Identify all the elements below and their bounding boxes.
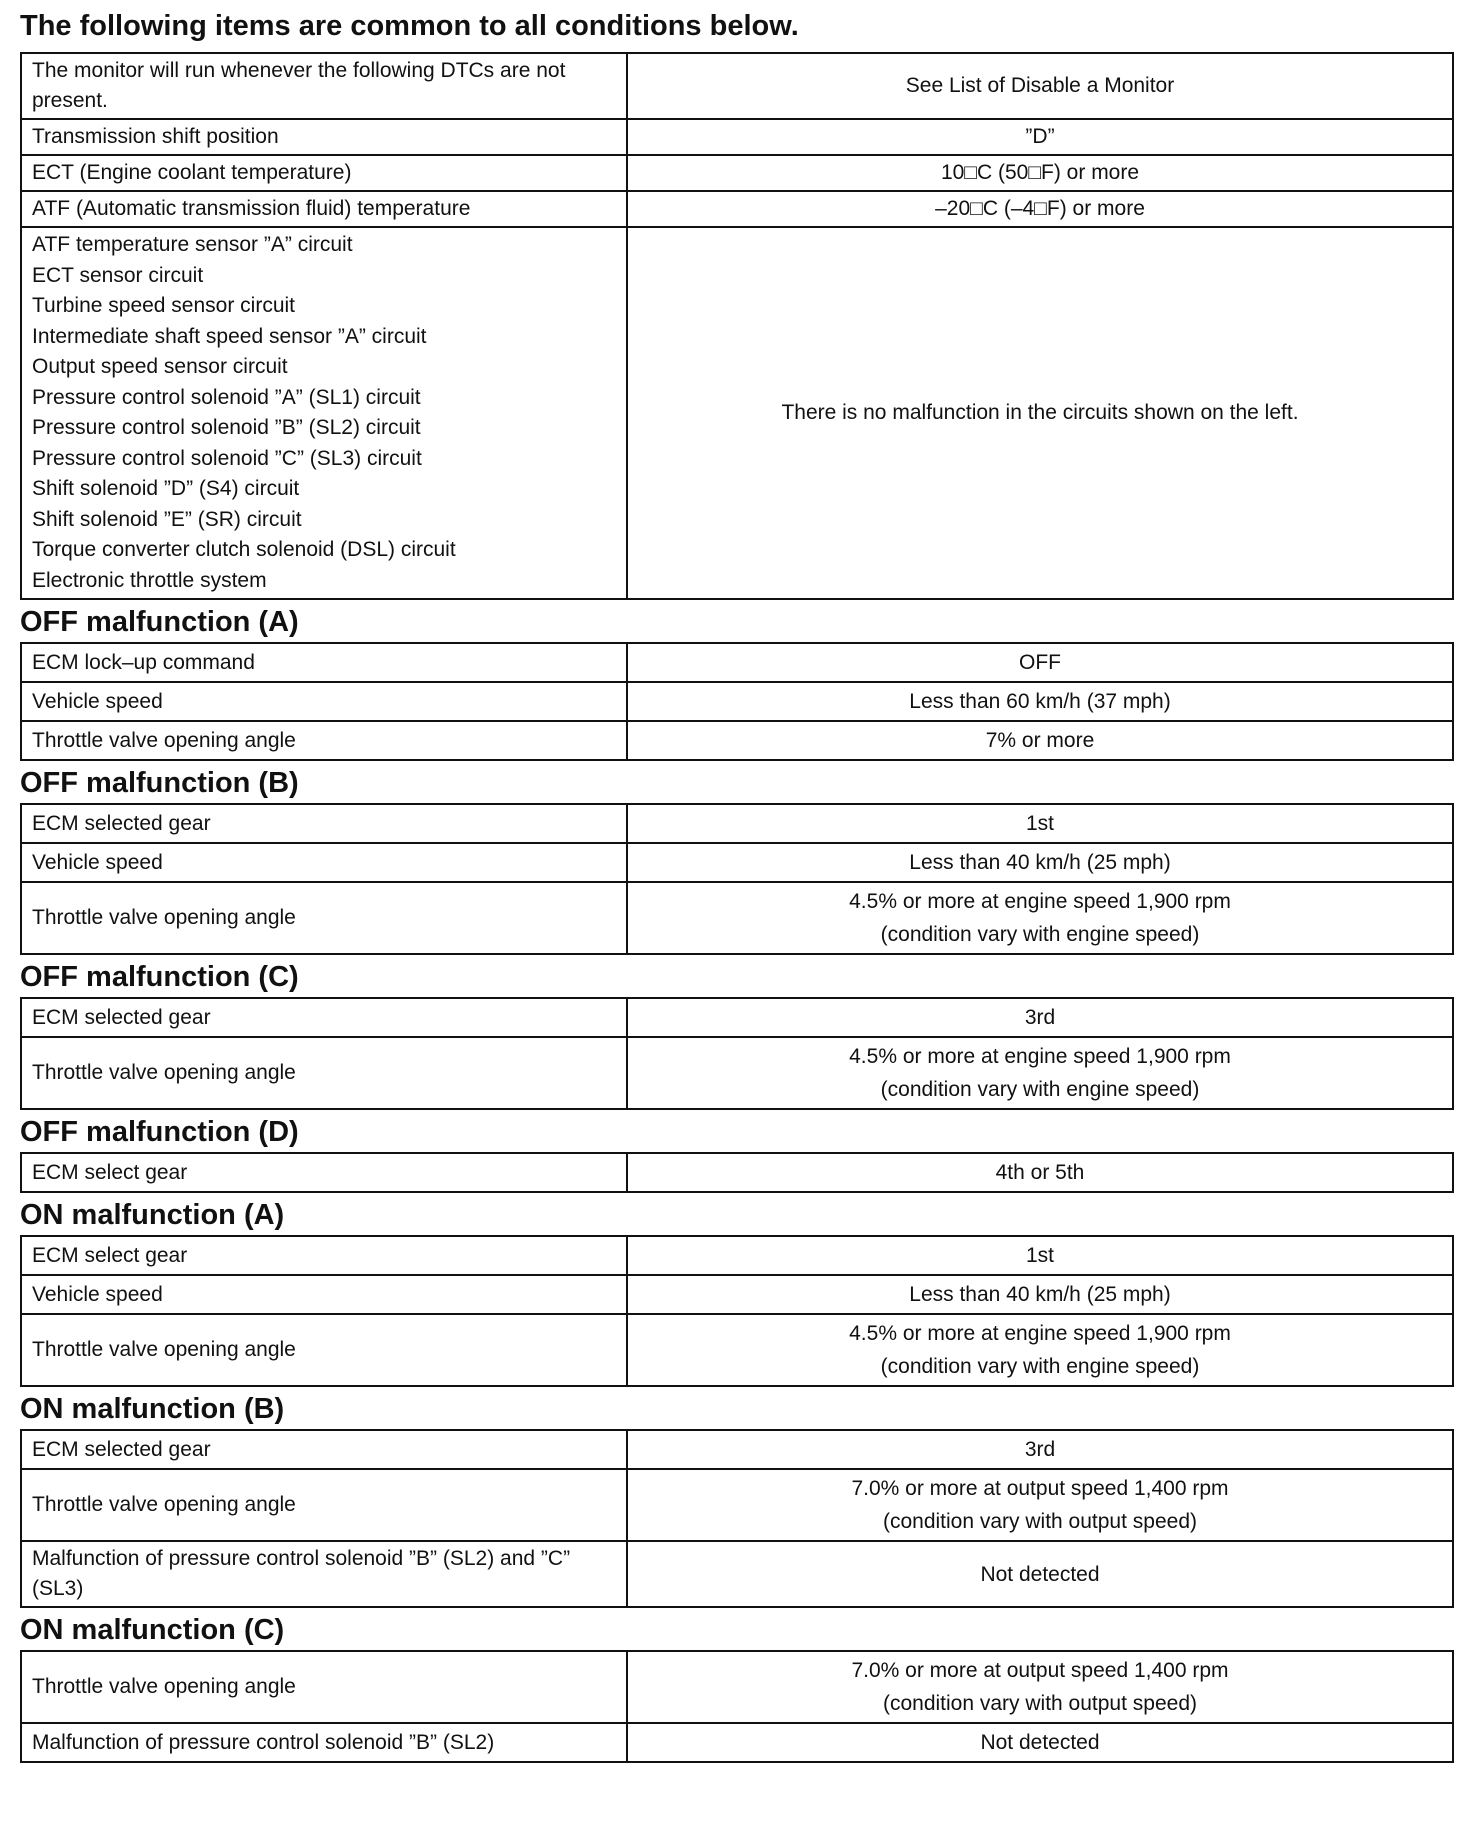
value-line: 1st	[1025, 1244, 1054, 1267]
condition-value	[627, 843, 1453, 882]
condition-value	[627, 998, 1453, 1037]
condition-value	[627, 1469, 1453, 1541]
condition-label: Transmission shift position	[21, 119, 627, 155]
section-heading: OFF malfunction (A)	[20, 606, 299, 638]
value-line: 4th or 5th	[995, 1161, 1085, 1184]
off-malfunction-c-table	[20, 997, 1454, 1110]
value-line: (condition vary with engine speed)	[880, 1078, 1200, 1101]
condition-label: Throttle valve opening angle	[21, 1037, 627, 1109]
condition-value: –20□C (–4□F) or more	[627, 191, 1453, 227]
value-line: (condition vary with output speed)	[882, 1692, 1197, 1715]
condition-value	[627, 1314, 1453, 1386]
section-heading: ON malfunction (C)	[20, 1614, 285, 1646]
list-item: ATF temperature sensor ”A” circuit	[32, 233, 353, 256]
list-item: Output speed sensor circuit	[32, 355, 288, 378]
condition-label: Malfunction of pressure control solenoid ”B” (SL2)	[21, 1723, 627, 1762]
condition-label: ATF (Automatic transmission fluid) temperature	[21, 191, 627, 227]
list-item: Shift solenoid ”D” (S4) circuit	[32, 477, 300, 500]
table-row	[21, 882, 1453, 954]
value-line: 7.0% or more at output speed 1,400 rpm	[851, 1659, 1229, 1682]
list-item: Intermediate shaft speed sensor ”A” circuit	[32, 324, 427, 348]
table-row	[21, 1541, 1453, 1607]
table-row	[21, 1037, 1453, 1109]
value-line: Less than 60 km/h (37 mph)	[909, 690, 1171, 713]
condition-value	[627, 1037, 1453, 1109]
condition-value	[627, 1153, 1453, 1192]
condition-value	[627, 1651, 1453, 1723]
condition-value	[627, 1541, 1453, 1607]
value-line: 4.5% or more at engine speed 1,900 rpm	[849, 1322, 1231, 1345]
list-item: Torque converter clutch solenoid (DSL) circuit	[32, 538, 456, 561]
circuit-status-value: There is no malfunction in the circuits shown on the left.	[627, 227, 1453, 599]
value-line: Less than 40 km/h (25 mph)	[909, 851, 1171, 874]
table-row	[21, 1430, 1453, 1469]
table-row	[21, 227, 1453, 599]
condition-value: ”D”	[627, 119, 1453, 155]
table-row	[21, 721, 1453, 760]
value-line: 4.5% or more at engine speed 1,900 rpm	[849, 890, 1231, 913]
table-row	[21, 1469, 1453, 1541]
condition-label: ECM select gear	[21, 1153, 627, 1192]
on-malfunction-a-table	[20, 1235, 1454, 1387]
value-line: (condition vary with engine speed)	[880, 1355, 1200, 1378]
table-row	[21, 1236, 1453, 1275]
condition-label: Malfunction of pressure control solenoid ”B” (SL2) and ”C” (SL3)	[21, 1541, 627, 1607]
table-row	[21, 1723, 1453, 1762]
section-heading: ON malfunction (B)	[20, 1393, 285, 1425]
condition-value	[627, 1430, 1453, 1469]
table-row	[21, 804, 1453, 843]
value-line: 7.0% or more at output speed 1,400 rpm	[851, 1477, 1229, 1500]
section-heading: OFF malfunction (C)	[20, 961, 299, 993]
condition-label: ECM selected gear	[21, 998, 627, 1037]
table-row	[21, 1651, 1453, 1723]
table-row	[21, 998, 1453, 1037]
section-heading: OFF malfunction (D)	[20, 1116, 299, 1148]
value-line: OFF	[1019, 651, 1061, 674]
table-row	[21, 843, 1453, 882]
condition-label: The monitor will run whenever the following DTCs are not present.	[21, 53, 627, 119]
condition-label: Throttle valve opening angle	[21, 1314, 627, 1386]
condition-value: 10□C (50□F) or more	[627, 155, 1453, 191]
value-line: 7% or more	[985, 729, 1095, 752]
list-item: Pressure control solenoid ”C” (SL3) circuit	[32, 446, 422, 470]
list-item: Electronic throttle system	[32, 568, 267, 592]
table-row	[21, 53, 1453, 119]
off-malfunction-d-table	[20, 1152, 1454, 1193]
on-malfunction-b-table	[20, 1429, 1454, 1608]
table-row	[21, 119, 1453, 155]
list-item: Turbine speed sensor circuit	[32, 294, 296, 317]
condition-value	[627, 1236, 1453, 1275]
value-line: (condition vary with output speed)	[882, 1510, 1197, 1533]
condition-label: Throttle valve opening angle	[21, 1651, 627, 1723]
value-line: Less than 40 km/h (25 mph)	[909, 1283, 1171, 1306]
value-line: (condition vary with engine speed)	[880, 923, 1200, 946]
condition-label: ECM selected gear	[21, 804, 627, 843]
condition-value	[627, 882, 1453, 954]
condition-label: Throttle valve opening angle	[21, 882, 627, 954]
value-line: 3rd	[1024, 1006, 1056, 1029]
on-malfunction-c-table	[20, 1650, 1454, 1763]
value-line: 1st	[1025, 812, 1054, 835]
list-item: Pressure control solenoid ”A” (SL1) circuit	[32, 385, 421, 409]
list-item: Pressure control solenoid ”B” (SL2) circuit	[32, 416, 421, 439]
condition-value	[627, 1723, 1453, 1762]
table-row	[21, 1153, 1453, 1192]
condition-label: ECM lock–up command	[21, 643, 627, 682]
list-item: Shift solenoid ”E” (SR) circuit	[32, 507, 302, 531]
off-malfunction-a-table	[20, 642, 1454, 761]
value-line: 4.5% or more at engine speed 1,900 rpm	[849, 1045, 1231, 1068]
list-item: ECT sensor circuit	[32, 263, 204, 287]
condition-label: Throttle valve opening angle	[21, 1469, 627, 1541]
condition-label: ECT (Engine coolant temperature)	[21, 155, 627, 191]
page-title: The following items are common to all conditions below.	[20, 10, 799, 42]
condition-label: Vehicle speed	[21, 843, 627, 882]
table-row	[21, 1275, 1453, 1314]
table-row	[21, 1314, 1453, 1386]
condition-value	[627, 1275, 1453, 1314]
condition-label: ECM selected gear	[21, 1430, 627, 1469]
table-row	[21, 643, 1453, 682]
off-malfunction-b-table	[20, 803, 1454, 955]
condition-label: ECM select gear	[21, 1236, 627, 1275]
table-row	[21, 682, 1453, 721]
condition-label: Throttle valve opening angle	[21, 721, 627, 760]
condition-value	[627, 643, 1453, 682]
section-heading: OFF malfunction (B)	[20, 767, 299, 799]
table-row	[21, 191, 1453, 227]
table-row	[21, 155, 1453, 191]
value-line: Not detected	[980, 1731, 1100, 1754]
section-heading: ON malfunction (A)	[20, 1199, 285, 1231]
condition-value: See List of Disable a Monitor	[627, 53, 1453, 119]
value-line: 3rd	[1024, 1438, 1056, 1461]
condition-label: Vehicle speed	[21, 1275, 627, 1314]
common-conditions-table	[20, 52, 1454, 600]
condition-value	[627, 804, 1453, 843]
condition-value	[627, 721, 1453, 760]
value-line: Not detected	[980, 1562, 1100, 1586]
circuit-list	[21, 227, 627, 599]
condition-value	[627, 682, 1453, 721]
condition-label: Vehicle speed	[21, 682, 627, 721]
